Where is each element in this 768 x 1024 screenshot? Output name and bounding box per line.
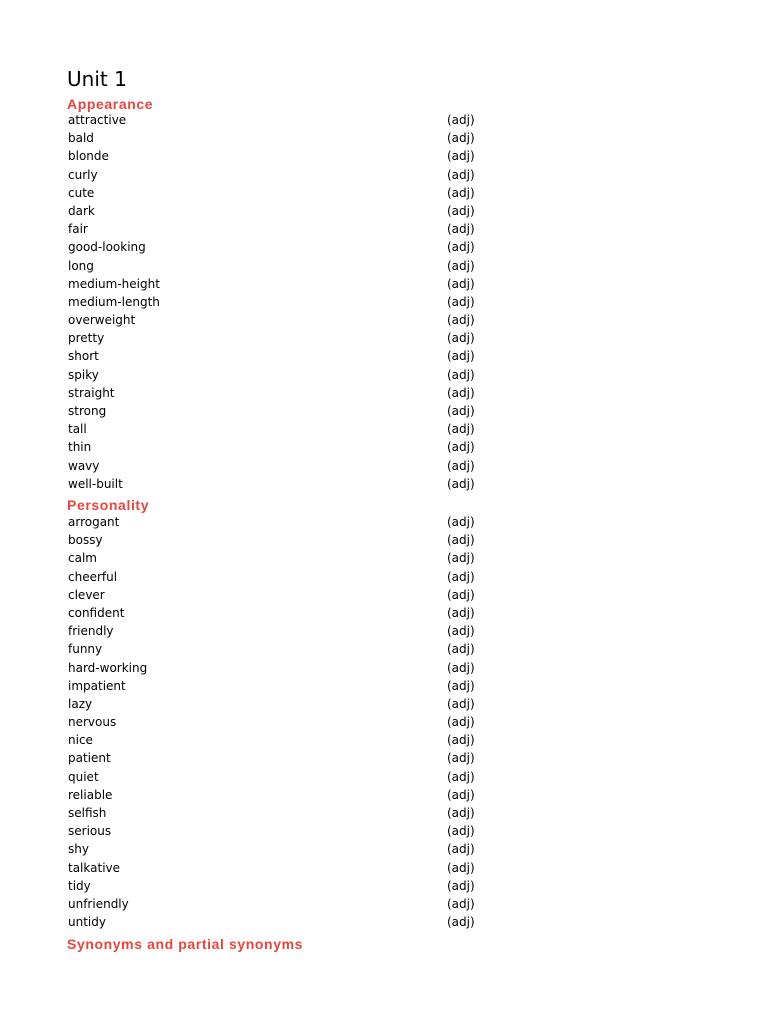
part-of-speech: (adj) [447, 222, 475, 237]
list-item [0, 475, 768, 493]
list-item [0, 549, 768, 567]
vocabulary-list-personality [0, 513, 768, 931]
section-heading-synonyms: Synonyms and partial synonyms [67, 936, 304, 952]
vocabulary-word: confident [68, 605, 125, 620]
vocabulary-word: arrogant [68, 515, 120, 529]
part-of-speech: (adj) [447, 896, 475, 911]
part-of-speech: (adj) [447, 624, 475, 639]
list-item [0, 513, 768, 531]
part-of-speech: (adj) [447, 203, 475, 218]
vocabulary-word: fair [68, 222, 88, 237]
list-item [0, 604, 768, 622]
part-of-speech: (adj) [447, 678, 475, 693]
part-of-speech: (adj) [447, 131, 475, 146]
part-of-speech: (adj) [447, 185, 475, 200]
part-of-speech: (adj) [447, 696, 475, 711]
vocabulary-word: shy [68, 842, 89, 857]
list-item [0, 457, 768, 475]
vocabulary-word: spiky [68, 367, 99, 382]
list-item [0, 640, 768, 658]
part-of-speech: (adj) [447, 551, 475, 566]
vocabulary-word: patient [68, 751, 111, 766]
part-of-speech: (adj) [447, 787, 475, 802]
list-item [0, 129, 768, 147]
list-item [0, 220, 768, 238]
list-item [0, 786, 768, 804]
list-item [0, 438, 768, 456]
part-of-speech: (adj) [447, 313, 475, 328]
list-item [0, 275, 768, 293]
vocabulary-word: well-built [68, 476, 123, 491]
list-item [0, 768, 768, 786]
list-item [0, 111, 768, 129]
vocabulary-word: thin [68, 440, 92, 455]
part-of-speech: (adj) [447, 715, 475, 730]
list-item [0, 531, 768, 549]
vocabulary-word: lazy [68, 696, 93, 711]
part-of-speech: (adj) [447, 660, 475, 675]
vocabulary-word: attractive [68, 113, 127, 127]
vocabulary-list-appearance [0, 111, 768, 493]
part-of-speech: (adj) [447, 331, 475, 346]
vocabulary-word: selfish [68, 806, 107, 820]
list-item [0, 147, 768, 165]
list-item [0, 840, 768, 858]
part-of-speech: (adj) [447, 167, 475, 182]
list-item [0, 568, 768, 586]
list-item [0, 877, 768, 895]
vocabulary-word: blonde [68, 149, 109, 164]
vocabulary-word: nice [68, 733, 93, 748]
list-item [0, 895, 768, 913]
vocabulary-word: calm [68, 551, 97, 566]
vocabulary-word: pretty [68, 331, 105, 346]
list-item [0, 329, 768, 347]
part-of-speech: (adj) [447, 915, 475, 930]
list-item [0, 257, 768, 275]
vocabulary-word: medium-length [68, 294, 160, 309]
list-item [0, 586, 768, 604]
vocabulary-word: bossy [68, 533, 103, 548]
list-item [0, 384, 768, 402]
vocabulary-word: serious [68, 824, 112, 839]
list-item [0, 402, 768, 420]
part-of-speech: (adj) [447, 733, 475, 748]
vocabulary-word: overweight [68, 313, 136, 328]
part-of-speech: (adj) [447, 276, 475, 291]
vocabulary-word: clever [68, 587, 105, 602]
part-of-speech: (adj) [447, 149, 475, 164]
part-of-speech: (adj) [447, 422, 475, 437]
vocabulary-word: cute [68, 185, 95, 200]
list-item [0, 238, 768, 256]
vocabulary-word: friendly [68, 624, 114, 639]
list-item [0, 347, 768, 365]
part-of-speech: (adj) [447, 258, 475, 273]
list-item [0, 622, 768, 640]
part-of-speech: (adj) [447, 642, 475, 657]
part-of-speech: (adj) [447, 842, 475, 857]
vocabulary-word: wavy [68, 458, 100, 473]
page-title: Unit 1 [67, 67, 127, 91]
part-of-speech: (adj) [447, 240, 475, 255]
part-of-speech: (adj) [447, 587, 475, 602]
vocabulary-word: unfriendly [68, 896, 129, 911]
list-item [0, 749, 768, 767]
part-of-speech: (adj) [447, 515, 475, 529]
vocabulary-word: untidy [68, 915, 106, 930]
vocabulary-word: bald [68, 131, 94, 146]
part-of-speech: (adj) [447, 294, 475, 309]
part-of-speech: (adj) [447, 751, 475, 766]
section-heading-appearance: Appearance [67, 96, 154, 112]
vocabulary-word: quiet [68, 769, 99, 784]
part-of-speech: (adj) [447, 476, 475, 491]
vocabulary-word: long [68, 258, 94, 273]
list-item [0, 366, 768, 384]
part-of-speech: (adj) [447, 824, 475, 839]
part-of-speech: (adj) [447, 385, 475, 400]
list-item [0, 659, 768, 677]
list-item [0, 202, 768, 220]
part-of-speech: (adj) [447, 113, 475, 127]
part-of-speech: (adj) [447, 860, 475, 875]
vocabulary-word: straight [68, 385, 115, 400]
vocabulary-word: tidy [68, 878, 91, 893]
section-heading-personality: Personality [67, 497, 150, 513]
part-of-speech: (adj) [447, 349, 475, 364]
part-of-speech: (adj) [447, 878, 475, 893]
list-item [0, 166, 768, 184]
list-item [0, 677, 768, 695]
list-item [0, 184, 768, 202]
vocabulary-word: curly [68, 167, 98, 182]
part-of-speech: (adj) [447, 806, 475, 820]
list-item [0, 695, 768, 713]
part-of-speech: (adj) [447, 533, 475, 548]
part-of-speech: (adj) [447, 367, 475, 382]
list-item [0, 804, 768, 822]
vocabulary-word: cheerful [68, 569, 118, 584]
part-of-speech: (adj) [447, 440, 475, 455]
vocabulary-word: impatient [68, 678, 126, 693]
vocabulary-word: hard-working [68, 660, 148, 675]
list-item [0, 822, 768, 840]
vocabulary-word: funny [68, 642, 103, 657]
part-of-speech: (adj) [447, 404, 475, 418]
list-item [0, 731, 768, 749]
vocabulary-word: nervous [68, 715, 117, 730]
list-item [0, 311, 768, 329]
list-item [0, 420, 768, 438]
part-of-speech: (adj) [447, 605, 475, 620]
part-of-speech: (adj) [447, 569, 475, 584]
part-of-speech: (adj) [447, 458, 475, 473]
vocabulary-word: medium-height [68, 276, 160, 291]
vocabulary-word: dark [68, 203, 95, 218]
vocabulary-word: tall [68, 422, 87, 437]
vocabulary-word: short [68, 349, 99, 364]
vocabulary-word: good-looking [68, 240, 146, 255]
list-item [0, 859, 768, 877]
list-item [0, 293, 768, 311]
list-item [0, 913, 768, 931]
vocabulary-word: reliable [68, 787, 113, 802]
part-of-speech: (adj) [447, 769, 475, 784]
vocabulary-word: talkative [68, 860, 121, 875]
list-item [0, 713, 768, 731]
vocabulary-word: strong [68, 404, 107, 418]
